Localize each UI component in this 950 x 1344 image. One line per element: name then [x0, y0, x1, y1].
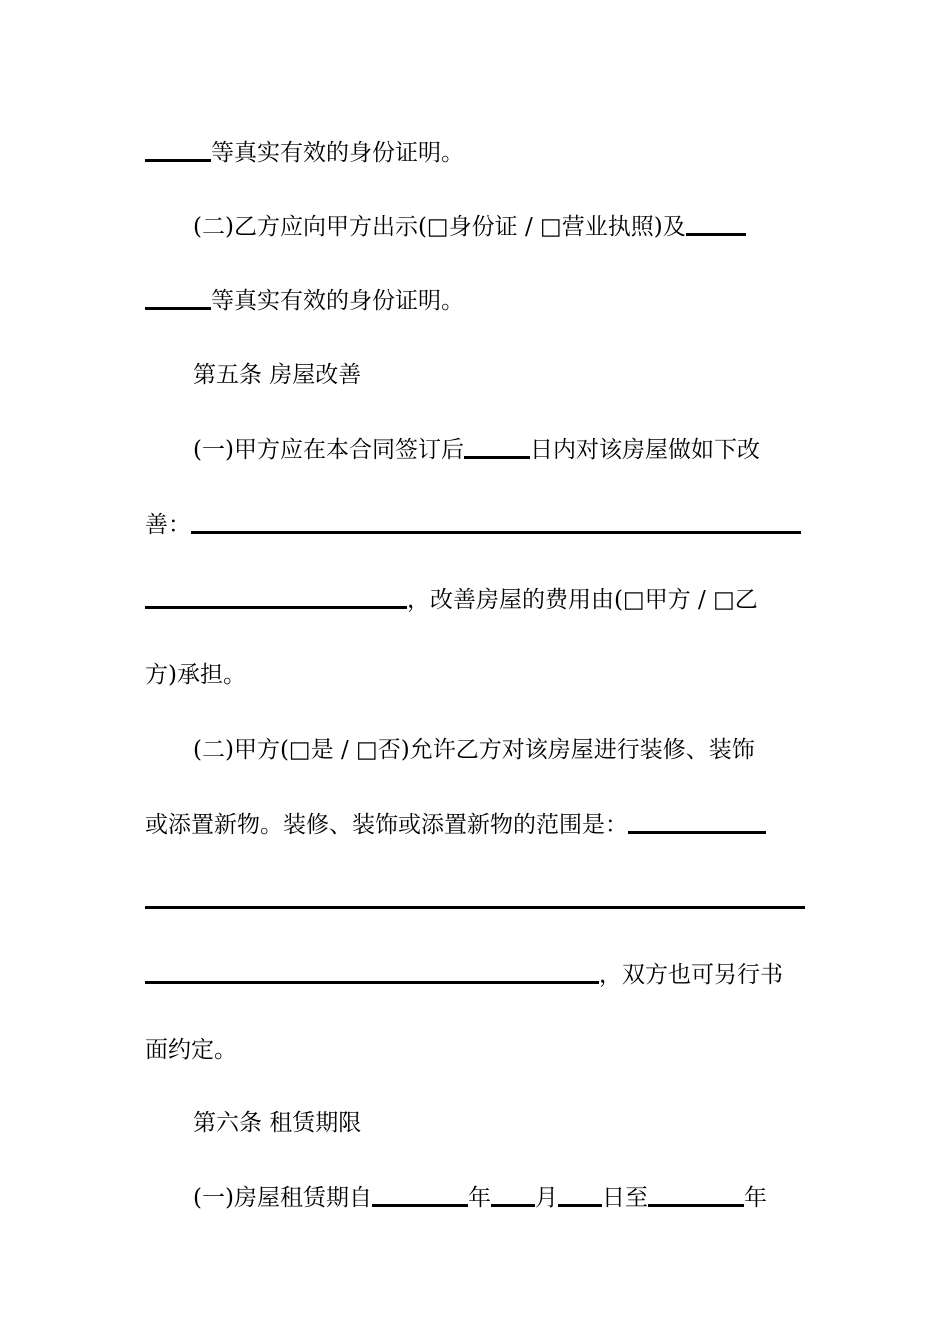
fill-blank-month[interactable] [491, 1182, 535, 1207]
line-13 [145, 1030, 805, 1070]
line-2 [145, 207, 805, 247]
line-11 [145, 880, 805, 920]
line-text: ，双方也可另行书 [599, 962, 783, 988]
line-text: 方)承担。 [145, 662, 246, 688]
line-text: 善： [145, 512, 191, 538]
line-5 [145, 430, 805, 470]
line-10 [145, 805, 805, 845]
fill-blank[interactable] [464, 434, 530, 459]
line-text: 日至 [601, 1185, 648, 1211]
heading-text: 第六条 租赁期限 [193, 1110, 362, 1136]
line-text: (二)乙方应向甲方出示(□身份证 / □营业执照)及 [193, 214, 686, 240]
line-text: (二)甲方(□是 / □否)允许乙方对该房屋进行装修、装饰 [193, 737, 755, 763]
line-text: 等真实有效的身份证明。 [211, 140, 464, 166]
line-text: (一)房屋租赁期自 [193, 1185, 372, 1211]
line-text: 月 [534, 1185, 558, 1211]
line-12 [145, 955, 805, 995]
section-heading-6 [145, 1103, 805, 1143]
fill-blank[interactable] [628, 809, 766, 834]
heading-text: 第五条 房屋改善 [193, 362, 362, 388]
fill-blank[interactable] [145, 285, 211, 310]
section-heading-5 [145, 355, 805, 395]
line-text: ，改善房屋的费用由(□甲方 / □乙 [407, 587, 758, 613]
fill-blank[interactable] [145, 137, 211, 162]
line-3 [145, 281, 805, 321]
line-text: 等真实有效的身份证明。 [211, 288, 464, 314]
fill-blank[interactable] [145, 584, 407, 609]
line-1 [145, 133, 805, 173]
fill-blank[interactable] [145, 884, 805, 909]
line-6 [145, 505, 805, 545]
fill-blank[interactable] [686, 211, 746, 236]
fill-blank-year[interactable] [648, 1182, 744, 1207]
line-text: 年 [743, 1185, 767, 1211]
line-text: 面约定。 [145, 1037, 237, 1063]
line-15 [145, 1178, 805, 1218]
line-8 [145, 655, 805, 695]
line-text: 或添置新物。装修、装饰或添置新物的范围是： [145, 812, 628, 838]
fill-blank[interactable] [191, 509, 801, 534]
line-text: 年 [467, 1185, 491, 1211]
line-9 [145, 730, 805, 770]
fill-blank-year[interactable] [372, 1182, 468, 1207]
line-text: (一)甲方应在本合同签订后 [193, 437, 464, 463]
line-text: 日内对该房屋做如下改 [529, 437, 760, 463]
fill-blank-day[interactable] [558, 1182, 602, 1207]
line-7 [145, 580, 805, 620]
fill-blank[interactable] [145, 959, 599, 984]
